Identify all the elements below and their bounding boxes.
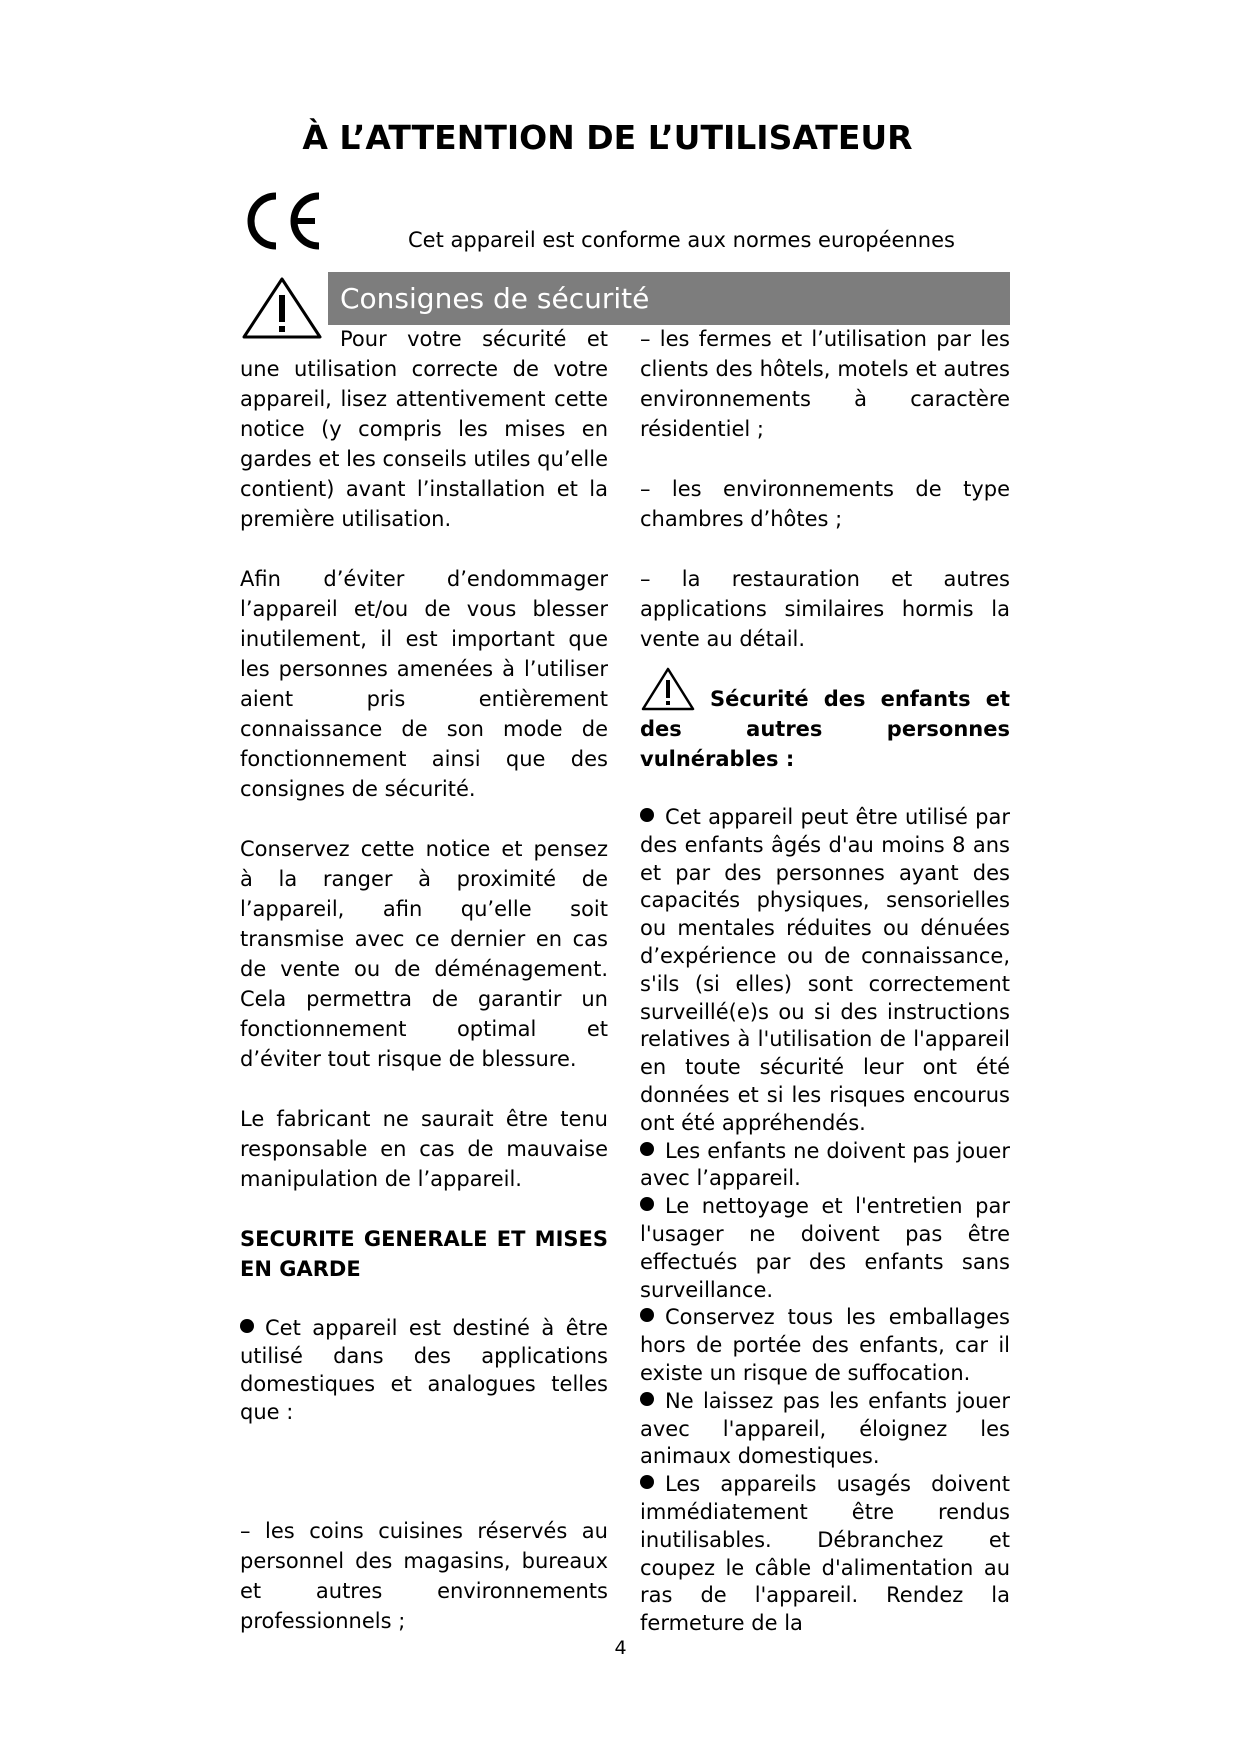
- dash-item-catering: – la restauration et autres applications similaires hormis la vente au détail.: [640, 567, 1010, 651]
- dash-item-farms: – les fermes et l’utilisation par les clients des hôtels, motels et autres environnements à caractère résidentiel ;: [640, 327, 1010, 441]
- right-column: [640, 324, 1010, 1638]
- list-item: Les appareils usagés doivent immédiatement être rendus inutilisables. Débranchez et coupez le câble d'alimentation au ras de l'appareil. Rendez la fermeture de la: [640, 1472, 1010, 1636]
- paragraph-manufacturer: Le fabricant ne saurait être tenu responsable en cas de mauvaise manipulation de l’appareil.: [240, 1107, 608, 1191]
- bullet-icon: [640, 808, 654, 822]
- bullet-icon: [640, 1308, 654, 1322]
- list-item: Conservez tous les emballages hors de portée des enfants, car il existe un risque de suffocation.: [640, 1305, 1010, 1385]
- dash-item-guest-rooms: – les environnements de type chambres d’hôtes ;: [640, 477, 1010, 531]
- warning-triangle-icon: [640, 666, 696, 712]
- bullet-icon: [640, 1475, 654, 1489]
- bullet-icon: [240, 1319, 254, 1333]
- page-title: À L’ATTENTION DE L’UTILISATEUR: [302, 118, 913, 157]
- section-banner: Consignes de sécurité: [328, 272, 1010, 325]
- page-number: 4: [614, 1637, 627, 1659]
- conformity-statement: Cet appareil est conforme aux normes européennes: [408, 228, 955, 252]
- general-safety-heading: SECURITE GENERALE ET MISES EN GARDE: [240, 1227, 608, 1281]
- paragraph-keep-notice: Conservez cette notice et pensez à la ranger à proximité de l’appareil, afin qu’elle soit transmise avec ce dernier en cas de vente ou de déménagement. Cela permettra de garantir un fonctionnement optimal et d’éviter tout risque de blessure.: [240, 837, 608, 1071]
- children-safety-heading-text: Sécurité des enfants et des autres personnes vulnérables :: [640, 687, 1010, 771]
- bullet-icon: [640, 1197, 654, 1211]
- list-item: Ne laissez pas les enfants jouer avec l'appareil, éloignez les animaux domestiques.: [640, 1388, 1010, 1469]
- bullet-icon: [640, 1142, 654, 1156]
- children-safety-list: [640, 804, 1010, 1638]
- left-column: [240, 324, 608, 1636]
- list-item: Les enfants ne doivent pas jouer avec l’appareil.: [640, 1138, 1010, 1191]
- paragraph-avoid-damage: Afin d’éviter d’endommager l’appareil et/ou de vous blesser inutilement, il est important que les personnes amenées à l’utiliser aient pris entièrement connaissance de son mode de fonctionnement ainsi que des consignes de sécurité.: [240, 567, 608, 801]
- ce-mark-logo: [243, 190, 323, 252]
- children-safety-heading: [640, 666, 1010, 774]
- list-item: Le nettoyage et l'entretien par l'usager ne doivent pas être effectués par des enfants sans surveillance.: [640, 1194, 1010, 1302]
- intro-paragraph: Pour votre sécurité et une utilisation correcte de votre appareil, lisez attentivement cette notice (y compris les mises en gardes et les conseils utiles qu’elle contient) avant l’installation et la première utilisation.: [240, 327, 608, 531]
- list-item: Cet appareil peut être utilisé par des enfants âgés d'au moins 8 ans et par des personnes ayant des capacités physiques, sensorielles ou mentales réduites ou dénuées d’expérience ou de connaissance, s'ils (si elles) sont correctement surveillé(e)s ou si des instructions relatives à l'utilisation de l'appareil en toute sécurité leur ont été données et si les risques encourus ont été appréhendés.: [640, 805, 1010, 1135]
- bullet-domestic-use: Cet appareil est destiné à être utilisé dans des applications domestiques et analogues telles que :: [240, 1316, 608, 1424]
- dash-item-kitchens: – les coins cuisines réservés au personnel des magasins, bureaux et autres environnements professionnels ;: [240, 1519, 608, 1633]
- bullet-icon: [640, 1392, 654, 1406]
